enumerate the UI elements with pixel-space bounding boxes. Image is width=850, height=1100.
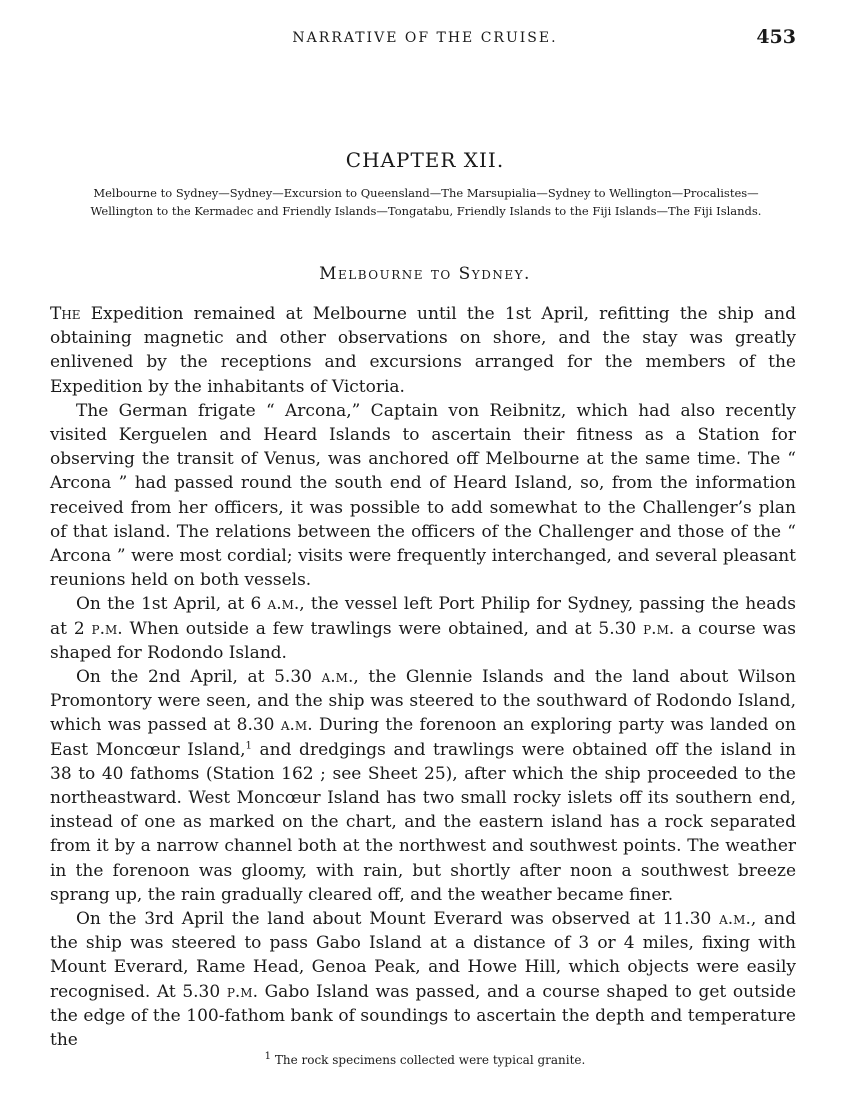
paragraph-text: Gabo Island was passed, and a course shaped to get outside the edge of the 100-fathom bank of soundings to ascertain the depth and temperature the bbox=[50, 981, 797, 1051]
time-marker: a.m. bbox=[719, 909, 751, 930]
paragraph-text: On the 3rd April the land about Mount Everard was observed at 11.30 bbox=[76, 909, 720, 930]
paragraph-text: When outside a few trawlings were obtained, and at 5.30 bbox=[122, 618, 644, 639]
synopsis-line: Melbourne to Sydney—Sydney—Excursion to Queensland—The Marsupialia—Sydney to Wellington—Procalistes— bbox=[93, 186, 759, 200]
paragraph-text: , the Glennie Islands and the land about Wilson Promontory were seen, and the ship was steered to the southward of Rodondo Island, which was passed at 8.30 bbox=[50, 667, 796, 736]
chapter-synopsis bbox=[26, 184, 826, 220]
lead-word: The bbox=[50, 304, 81, 324]
paragraph-text: a course was shaped for Rodondo Island. bbox=[50, 618, 796, 663]
paragraph-text: On the 1st April, at 6 bbox=[76, 594, 268, 615]
page-number: 453 bbox=[756, 26, 796, 48]
footnote-reference[interactable]: 1 bbox=[245, 740, 252, 751]
section-heading: Melbourne to Sydney. bbox=[319, 264, 531, 284]
footnote-text: The rock specimens collected were typical granite. bbox=[271, 1053, 586, 1067]
time-marker: p.m. bbox=[226, 981, 258, 1002]
chapter-title: CHAPTER XII. bbox=[345, 148, 505, 172]
paragraph: The German frigate “ Arcona,” Captain von Reibnitz, which had also recently visited Kerguelen and Heard Islands to ascertain their fitness as a Station for observing the transit of Venus, was anchored off Melbourne at the same time. The “ Arcona ” had passed round the south end of Heard Island, so, from the information received from her officers, it was possible to add somewhat to the Challenger’s plan of that island. The relations between the officers of the Challenger and those of the “ Arcona ” were most cordial; visits were frequently interchanged, and several pleasant reunions held on both vessels. bbox=[50, 400, 796, 591]
time-marker: a.m. bbox=[321, 667, 354, 688]
footnote bbox=[0, 1053, 850, 1067]
footnote-marker: 1 bbox=[264, 1051, 272, 1062]
paragraph bbox=[50, 302, 796, 399]
time-marker: p.m. bbox=[643, 618, 675, 639]
time-marker: p.m. bbox=[91, 618, 123, 639]
body-text bbox=[50, 302, 796, 1052]
paragraph-text: Expedition remained at Melbourne until the 1st April, refitting the ship and obtaining magnetic and other observations on shore, and the stay was greatly enlivened by the receptions and excursions arranged for the members of the Expedition by the inhabitants of Victoria. bbox=[50, 304, 796, 397]
paragraph-text: , the vessel left Port Philip for Sydney, passing the heads at 2 bbox=[50, 594, 796, 639]
synopsis-line: Wellington to the Kermadec and Friendly Islands—Tongatabu, Friendly Islands to the Fiji Islands—The Fiji Islands. bbox=[90, 204, 762, 218]
paragraph bbox=[50, 592, 796, 665]
paragraph-text: , and the ship was steered to pass Gabo Island at a distance of 3 or 4 miles, fixing with Mount Everard, Rame Head, Genoa Peak, and Howe Hill, which objects were easily recognised. At 5.30 bbox=[50, 909, 796, 1002]
paragraph bbox=[50, 665, 796, 907]
paragraph-text: On the 2nd April, at 5.30 bbox=[76, 667, 322, 688]
time-marker: a.m. bbox=[280, 715, 313, 736]
paragraph-text: and dredgings and trawlings were obtained off the island in 38 to 40 fathoms (Station 162 ; see Sheet 25), after which the ship proceeded to the northeastward. West Moncœur Island has two small rocky islets off its southern end, instead of one as marked on the chart, and the eastern island has a rock separated from it by a narrow channel both at the northwest and southwest points. The weather in the forenoon was gloomy, with rain, but shortly after noon a southwest breeze sprang up, the rain gradually cleared off, and the weather became finer. bbox=[50, 739, 796, 905]
paragraph bbox=[50, 907, 796, 1052]
paragraph-text: During the forenoon an exploring party was landed on East Moncœur Island, bbox=[50, 715, 796, 760]
time-marker: a.m. bbox=[267, 594, 300, 615]
running-head: NARRATIVE OF THE CRUISE. bbox=[292, 30, 558, 46]
